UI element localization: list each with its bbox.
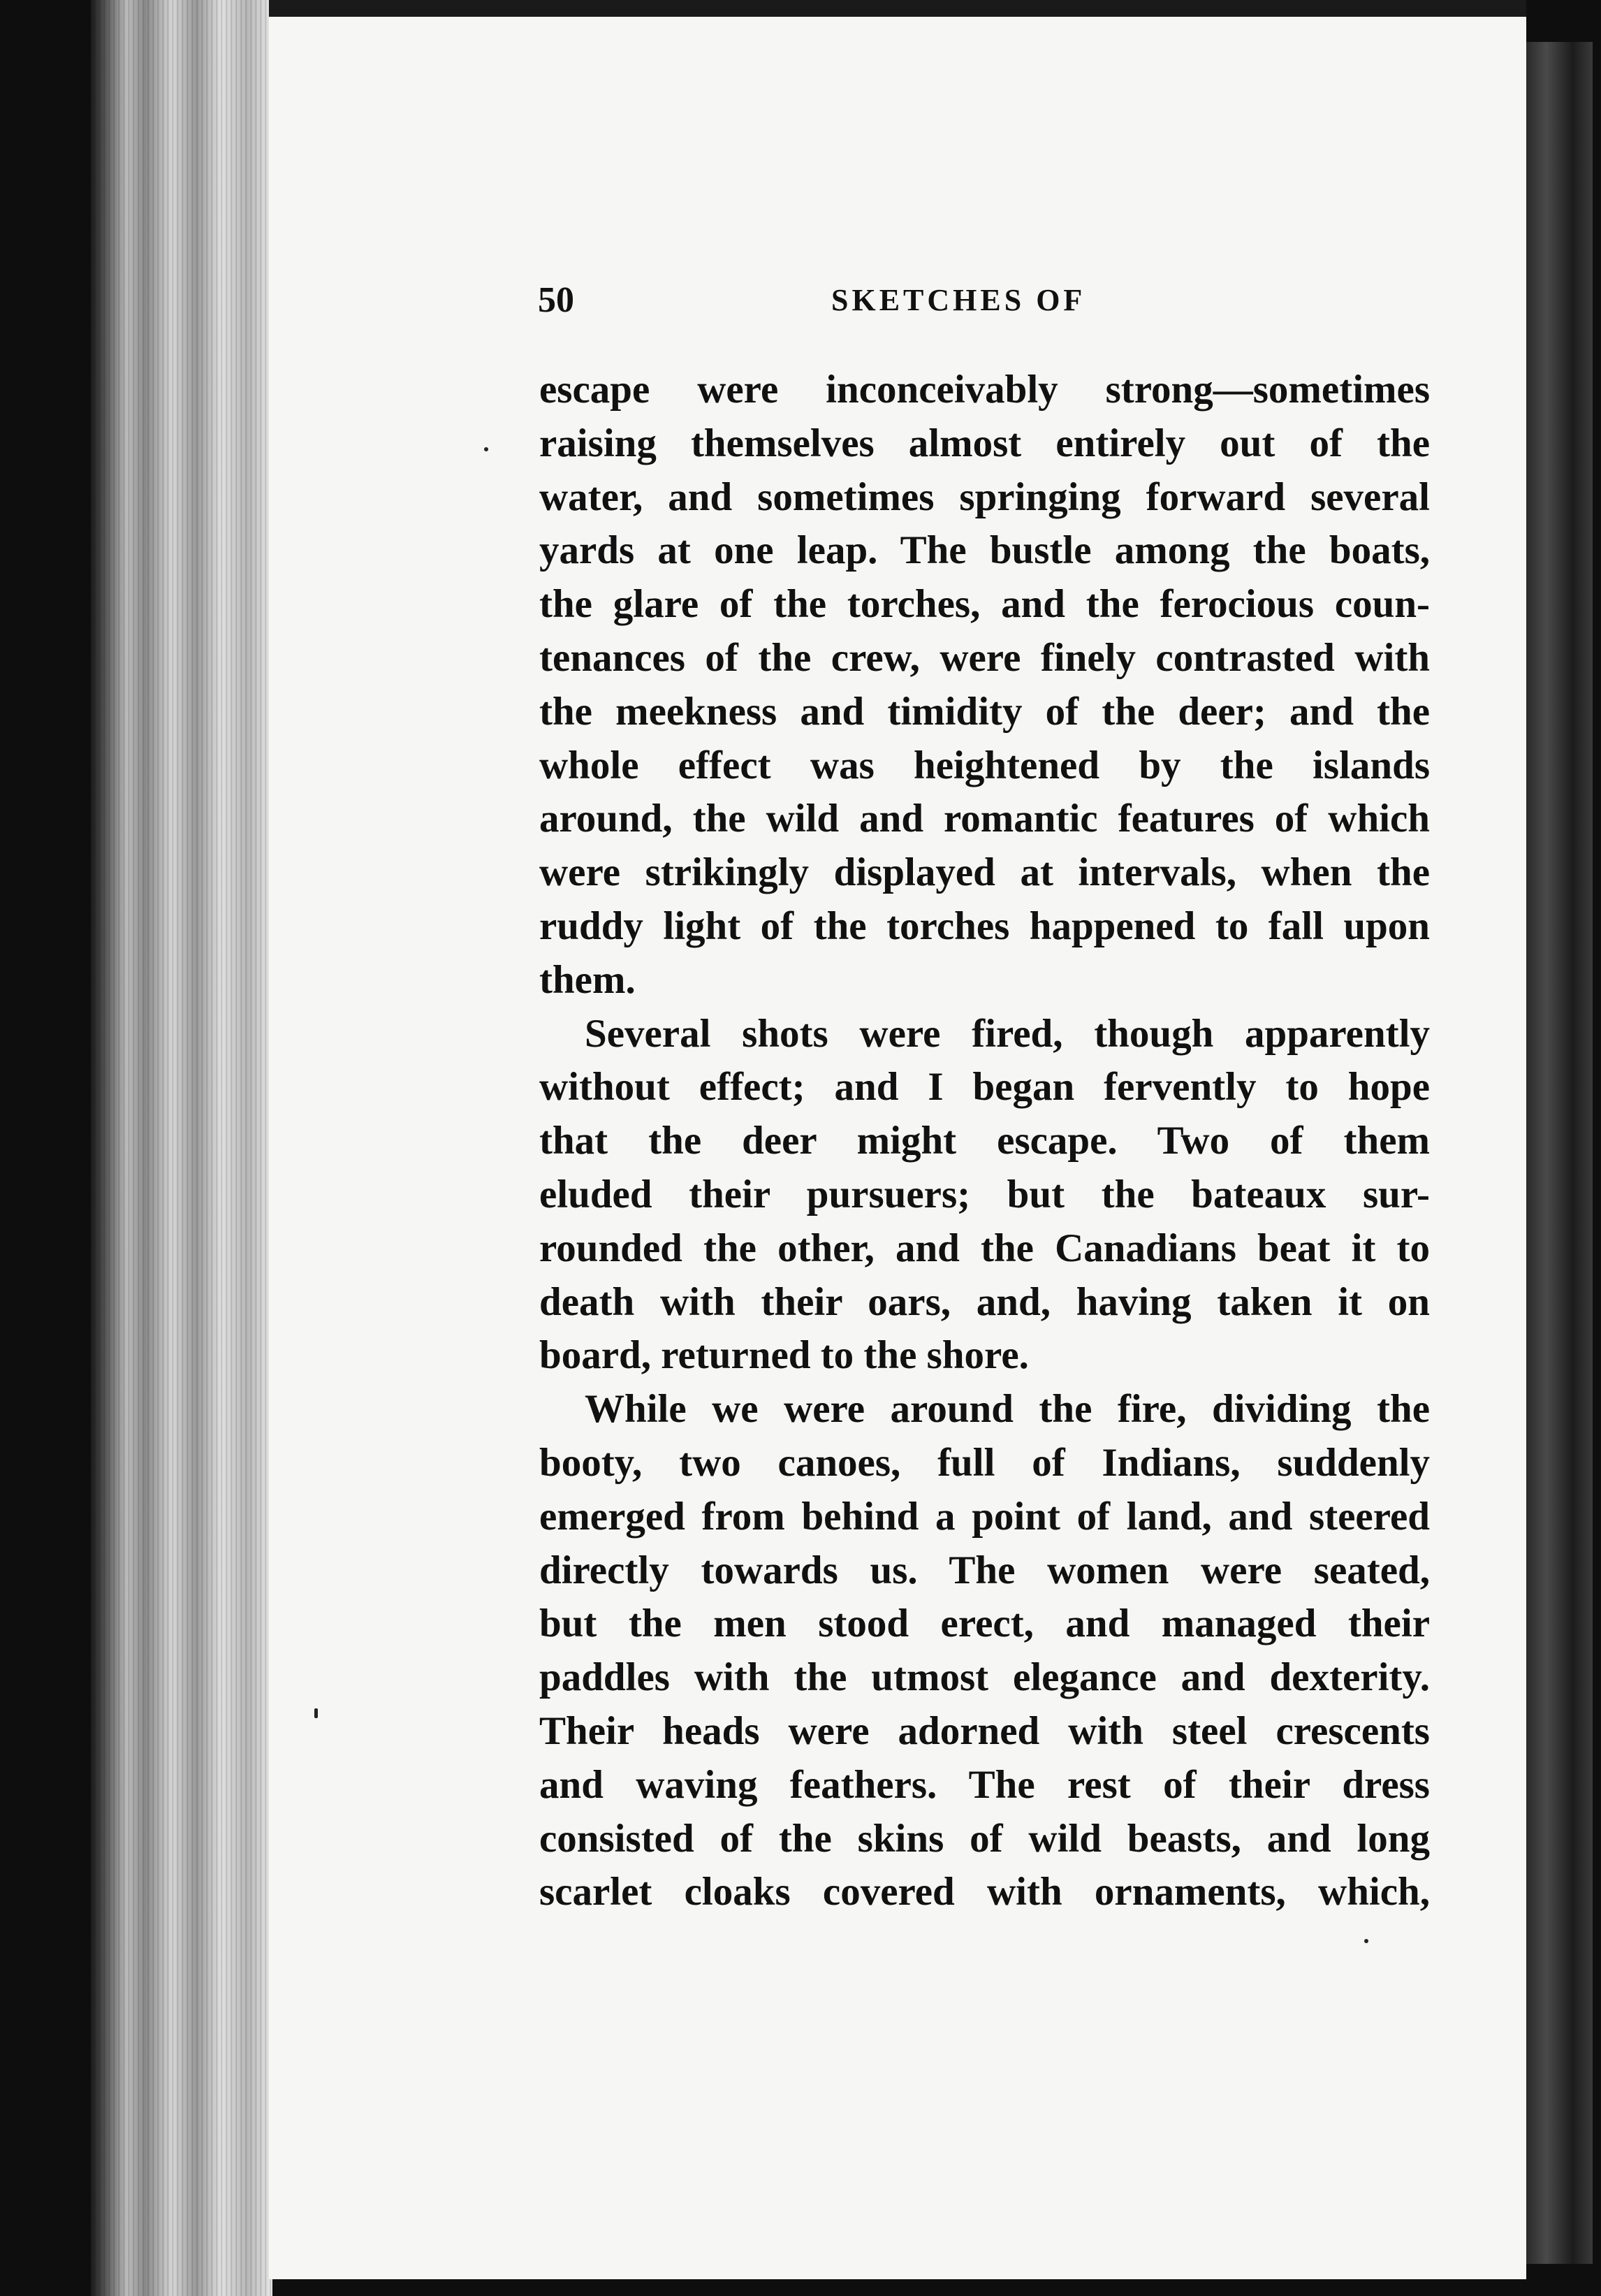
paragraph xyxy=(539,363,1430,1008)
text-line: consisted of the skins of wild beasts, and long xyxy=(539,1816,1430,1861)
running-title: SKETCHES OF xyxy=(831,283,1086,317)
text-line: Several shots were fired, though apparently xyxy=(585,1011,1430,1056)
stray-mark xyxy=(314,1708,318,1718)
text-line: without effect; and I began fervently to hope xyxy=(539,1065,1430,1110)
text-line: directly towards us. The women were seated, xyxy=(539,1548,1430,1592)
text-line: death with their oars, and, having taken it on xyxy=(539,1279,1430,1324)
book-page-edges xyxy=(91,0,272,2296)
stray-mark xyxy=(484,447,488,451)
text-line: While we were around the fire, dividing the xyxy=(585,1387,1430,1432)
text-line: eluded their pursuers; but the bateaux sur- xyxy=(539,1172,1430,1216)
body-text xyxy=(539,363,1430,1919)
scan-top-border xyxy=(269,0,1526,17)
text-line: tenances of the crew, were finely contrasted with xyxy=(539,635,1430,680)
paragraph xyxy=(539,1008,1430,1383)
text-line: yards at one leap. The bustle among the boats, xyxy=(539,528,1430,573)
text-line: that the deer might escape. Two of them xyxy=(539,1119,1430,1163)
text-line: were strikingly displayed at intervals, when the xyxy=(539,850,1430,895)
text-line: but the men stood erect, and managed their xyxy=(539,1601,1430,1646)
text-line: escape were inconceivably strong—sometimes xyxy=(539,368,1430,412)
text-line: rounded the other, and the Canadians beat it to xyxy=(539,1226,1430,1270)
text-line: paddles with the utmost elegance and dexterity. xyxy=(539,1655,1430,1700)
text-line: raising themselves almost entirely out of the xyxy=(539,421,1430,465)
paragraph xyxy=(539,1383,1430,1919)
text-line: them. xyxy=(539,957,636,1002)
text-line: Their heads were adorned with steel crescents xyxy=(539,1708,1430,1753)
text-line: board, returned to the shore. xyxy=(539,1333,1029,1378)
text-line: water, and sometimes springing forward several xyxy=(539,474,1430,519)
text-line: emerged from behind a point of land, and steered xyxy=(539,1494,1430,1539)
scan-right-border xyxy=(1526,42,1593,2264)
text-line: booty, two canoes, full of Indians, suddenly xyxy=(539,1440,1430,1485)
text-line: and waving feathers. The rest of their dress xyxy=(539,1762,1430,1807)
text-line: the meekness and timidity of the deer; and the xyxy=(539,689,1430,734)
running-head xyxy=(538,276,1428,325)
text-line: ruddy light of the torches happened to fall upon xyxy=(539,903,1430,948)
stray-mark xyxy=(1364,1939,1368,1943)
text-line: the glare of the torches, and the ferocious coun- xyxy=(539,582,1430,627)
text-line: around, the wild and romantic features of which xyxy=(539,797,1430,841)
text-line: whole effect was heightened by the islands xyxy=(539,743,1430,787)
page-number: 50 xyxy=(538,280,574,320)
text-line: scarlet cloaks covered with ornaments, which, xyxy=(539,1870,1430,1914)
